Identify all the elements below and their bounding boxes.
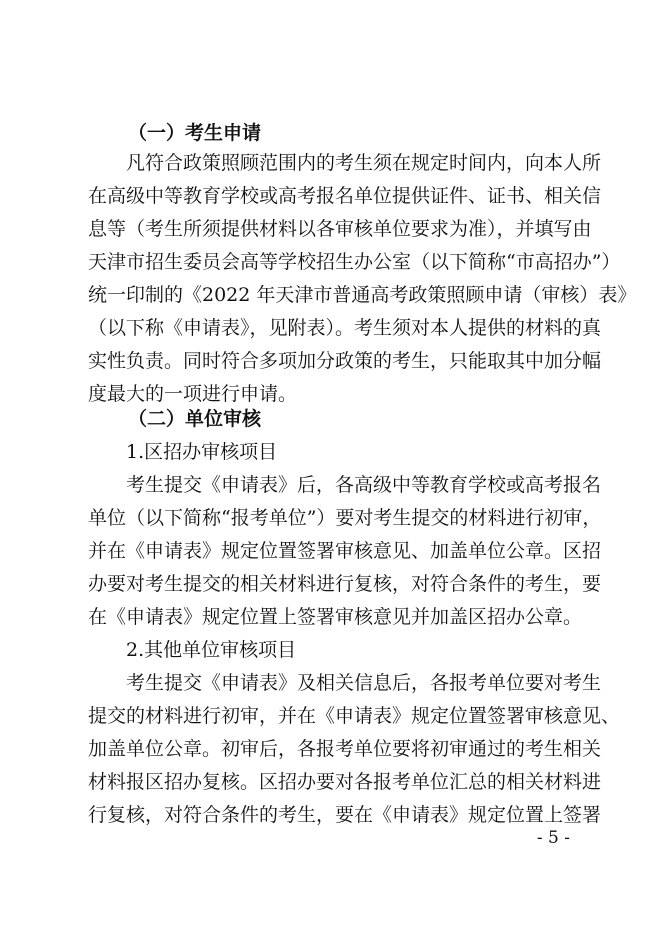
section-heading-unit-review: （二）单位审核 <box>128 408 262 430</box>
paragraph-line: 在《申请表》规定位置上签署审核意见并加盖区招办公章。 <box>88 606 583 628</box>
paragraph-line: 息等（考生所须提供材料以各审核单位要求为准），并填写由 <box>88 218 592 240</box>
paragraph-line: 统一印制的《2022 年天津市普通高考政策照顾申请（审核）表》 <box>88 284 637 306</box>
paragraph-line: 加盖单位公章。初审后，各报考单位要将初审通过的考生相关 <box>88 738 602 760</box>
paragraph-line: 在高级中等教育学校或高考报名单位提供证件、证书、相关信 <box>88 185 602 207</box>
paragraph-line: 提交的材料进行初审，并在《申请表》规定位置签署审核意见、 <box>88 705 621 727</box>
page-number: - 5 - <box>536 828 570 848</box>
paragraph-line: 考生提交《申请表》及相关信息后，各报考单位要对考生 <box>126 672 602 694</box>
paragraph-line: 并在《申请表》规定位置签署审核意见、加盖单位公章。区招 <box>88 540 602 562</box>
paragraph-line: 度最大的一项进行申请。 <box>88 383 298 405</box>
paragraph-line: （以下称《申请表》，见附表）。考生须对本人提供的材料的真 <box>88 317 602 339</box>
paragraph-line: 办要对考生提交的相关材料进行复核，对符合条件的考生，要 <box>88 573 602 595</box>
paragraph-line: 行复核，对符合条件的考生，要在《申请表》规定位置上签署 <box>88 804 602 826</box>
item-title-district-review: 1.区招办审核项目 <box>126 441 278 463</box>
paragraph-line: 考生提交《申请表》后，各高级中等教育学校或高考报名 <box>126 474 602 496</box>
paragraph-line: 材料报区招办复核。区招办要对各报考单位汇总的相关材料进 <box>88 771 602 793</box>
item-title-other-review: 2.其他单位审核项目 <box>126 639 297 661</box>
section-heading-applicant: （一）考生申请 <box>128 122 262 144</box>
paragraph-line: 天津市招生委员会高等学校招生办公室（以下简称“市高招办”） <box>88 251 621 273</box>
paragraph-line: 凡符合政策照顾范围内的考生须在规定时间内，向本人所 <box>126 152 602 174</box>
paragraph-line: 实性负责。同时符合多项加分政策的考生，只能取其中加分幅 <box>88 350 602 372</box>
paragraph-line: 单位（以下简称“报考单位”）要对考生提交的材料进行初审， <box>88 507 602 529</box>
